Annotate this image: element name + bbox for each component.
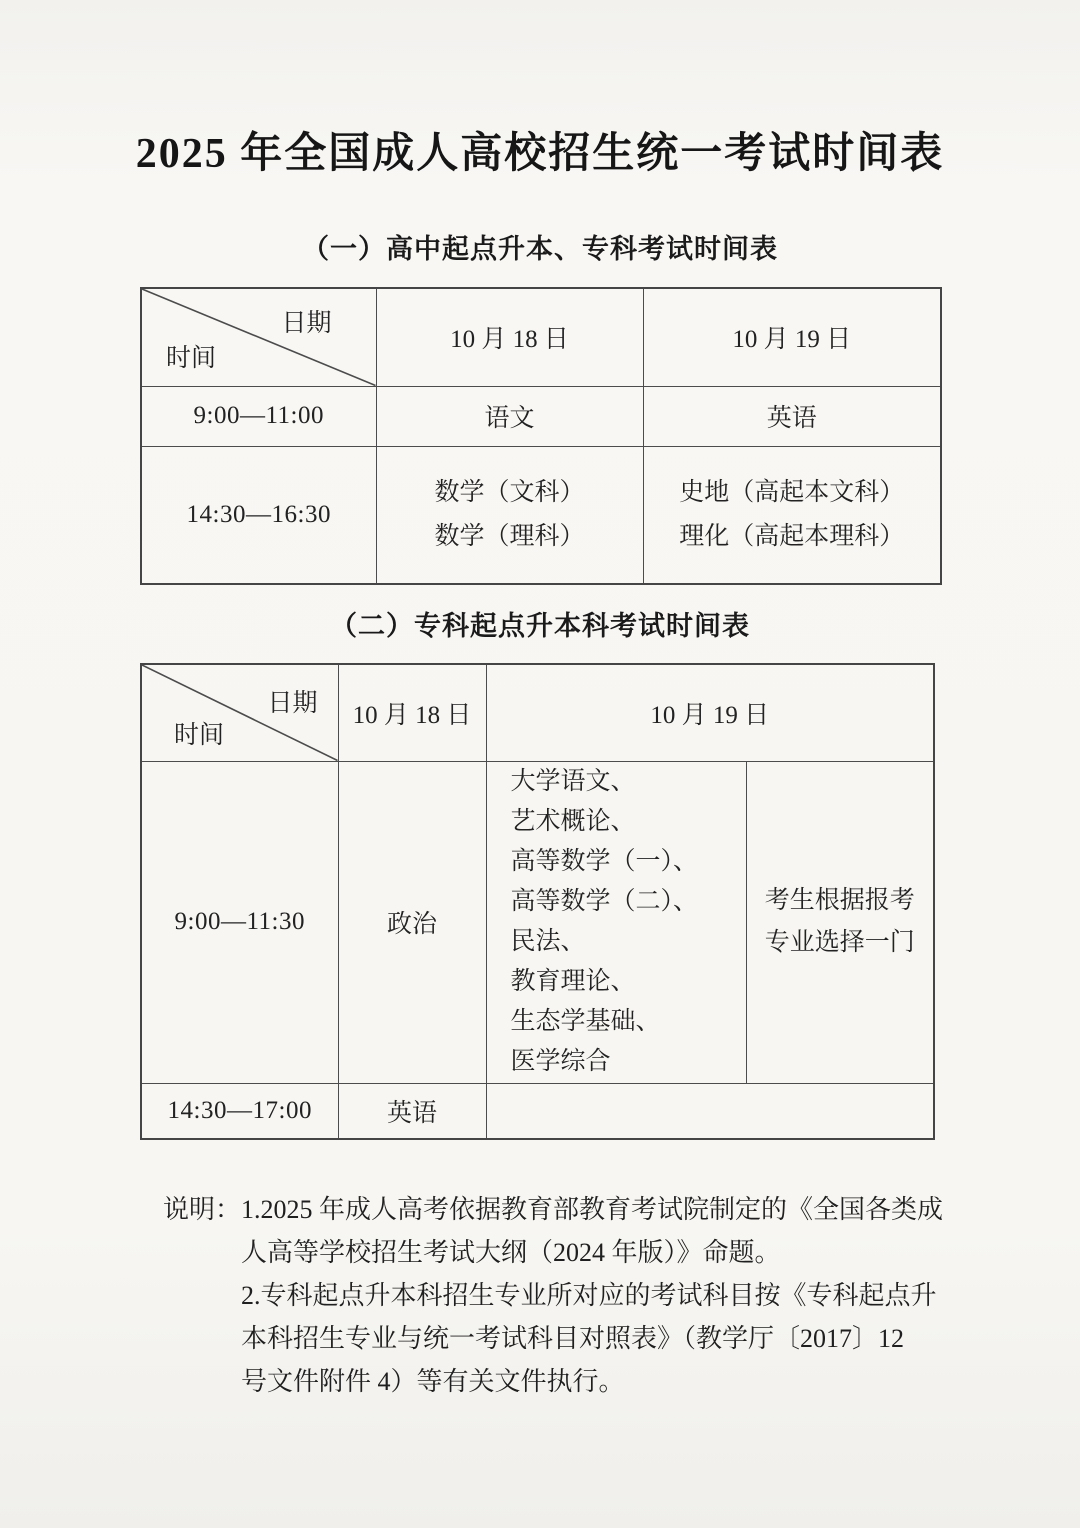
corner-time-label: 时间	[174, 721, 225, 749]
note1-line: 1.2025 年成人高考依据教育部教育考试院制定的《全国各类成	[241, 1195, 944, 1225]
table1-morning-time: 9:00—11:00	[141, 386, 376, 446]
table1-afternoon-time: 14:30—16:30	[141, 446, 376, 584]
subject-line: 民法、	[510, 928, 586, 956]
notes-block	[163, 1188, 1080, 1403]
section2-heading: （二）专科起点升本科考试时间表	[330, 611, 750, 641]
page-title: 2025 年全国成人高校招生统一考试时间表	[135, 131, 945, 177]
exam-table-college-start	[140, 663, 935, 1140]
note1-line: 人高等学校招生考试大纲（2024 年版）》命题。	[241, 1238, 781, 1268]
table2-morning-time: 9:00—11:30	[141, 761, 338, 1083]
table1-afternoon-oct19-subjects	[643, 446, 941, 584]
exam-table-hs-start	[140, 287, 942, 585]
note2-line: 2.专科起点升本科招生专业所对应的考试科目按《专科起点升	[241, 1281, 937, 1311]
table1-morning-oct19-subject: 英语	[643, 386, 941, 446]
choice-note-line: 考生根据报考	[764, 887, 915, 915]
table1-morning-oct18-subject: 语文	[376, 386, 643, 446]
subject-line: 数学（理科）	[434, 522, 585, 550]
table1-row-afternoon	[141, 446, 941, 584]
table1-row-morning	[141, 386, 941, 446]
subject-line: 理化（高起本理科）	[679, 522, 905, 550]
choice-note-line: 专业选择一门	[764, 929, 915, 957]
note2-line: 号文件附件 4）等有关文件执行。	[241, 1367, 625, 1397]
table2-corner-cell	[141, 664, 338, 761]
subject-line: 高等数学（二）、	[510, 888, 699, 916]
table2-afternoon-time: 14:30—17:00	[141, 1083, 338, 1139]
subject-line: 生态学基础、	[510, 1008, 661, 1036]
corner-time-label: 时间	[166, 344, 217, 372]
table1-corner-cell	[141, 288, 376, 386]
table1-afternoon-oct18-subjects	[376, 446, 643, 584]
subject-line: 数学（文科）	[434, 478, 585, 506]
notes-content	[241, 1188, 943, 1403]
subject-line: 教育理论、	[510, 968, 636, 996]
table2-col-header-oct19: 10 月 19 日	[486, 664, 934, 761]
table1-col-header-oct18: 10 月 18 日	[376, 288, 643, 386]
table1-col-header-oct19: 10 月 19 日	[643, 288, 941, 386]
corner-date-label: 日期	[281, 310, 332, 337]
note2-line: 本科招生专业与统一考试科目对照表》（教学厅〔2017〕12	[241, 1324, 905, 1354]
table2-morning-choice-note	[746, 761, 934, 1083]
table2-morning-oct18-subject: 政治	[338, 761, 486, 1083]
section1-heading: （一）高中起点升本、专科考试时间表	[302, 234, 778, 264]
table2-row-morning	[141, 761, 934, 1083]
subject-line: 艺术概论、	[510, 808, 636, 836]
notes-label: 说明：	[163, 1195, 242, 1225]
corner-date-label: 日期	[267, 690, 318, 718]
subject-line: 史地（高起本文科）	[679, 478, 905, 506]
subject-line: 高等数学（一）、	[510, 848, 699, 876]
table2-afternoon-oct18-subject: 英语	[338, 1083, 486, 1139]
table2-morning-oct19-subject-list	[486, 761, 746, 1083]
table2-col-header-oct18: 10 月 18 日	[338, 664, 486, 761]
subject-line: 大学语文、	[510, 768, 636, 796]
table2-row-afternoon	[141, 1083, 934, 1139]
table1-header-row	[141, 288, 941, 386]
table2-header-row	[141, 664, 934, 761]
subject-line: 医学综合	[510, 1048, 611, 1076]
table2-afternoon-oct19-empty-cell	[486, 1083, 934, 1139]
